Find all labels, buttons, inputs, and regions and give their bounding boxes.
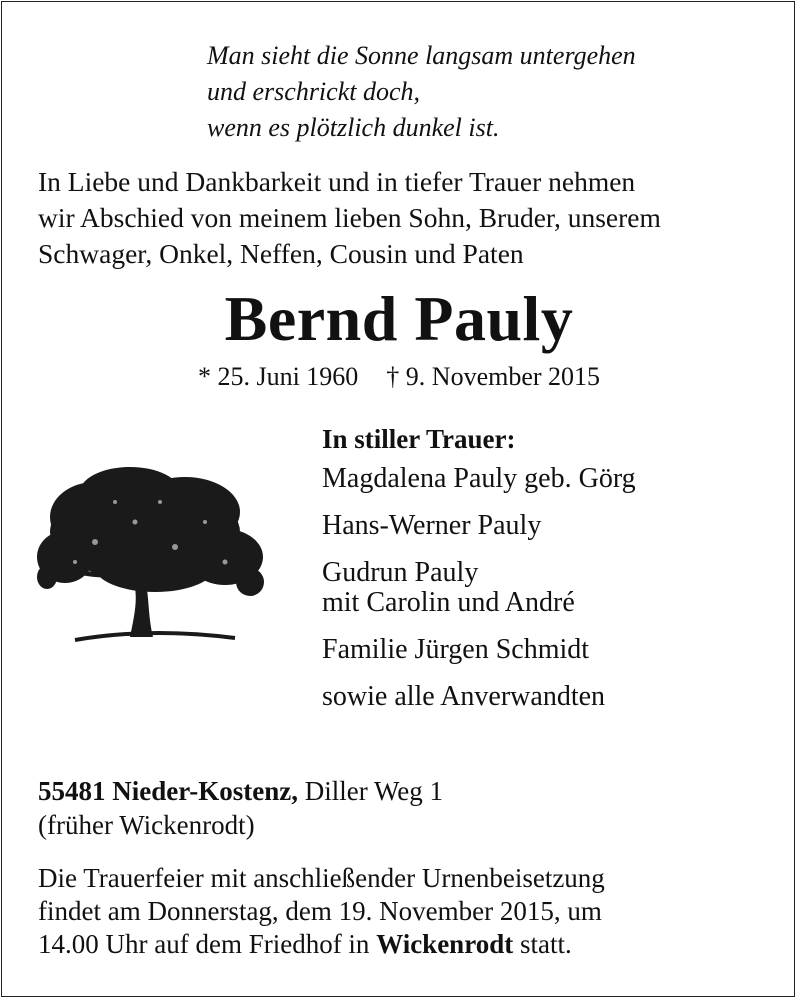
mourners-list	[322, 424, 636, 729]
mourner: Hans-Werner Pauly	[322, 510, 542, 541]
intro-line: wir Abschied von meinem lieben Sohn, Bruder, unserem	[38, 202, 661, 233]
ceremony-notice	[38, 862, 605, 961]
poem	[207, 38, 636, 146]
ceremony-line: Die Trauerfeier mit anschließender Urnenbeisetzung	[38, 863, 605, 893]
mourner: Gudrun Pauly	[322, 557, 479, 588]
death-date: † 9. November 2015	[386, 362, 601, 391]
mourner: Familie Jürgen Schmidt	[322, 634, 590, 665]
mourners-heading: In stiller Trauer:	[322, 424, 516, 454]
poem-line: Man sieht die Sonne langsam untergehen	[207, 41, 636, 70]
intro-text	[38, 164, 661, 272]
poem-line: wenn es plötzlich dunkel ist.	[207, 113, 500, 142]
deceased-name: Bernd Pauly	[224, 283, 574, 354]
life-dates	[0, 362, 798, 392]
address-former: (früher Wickenrodt)	[38, 810, 255, 840]
poem-line: und erschrickt doch,	[207, 77, 421, 106]
tree-illustration	[35, 462, 267, 652]
address-street: Diller Weg 1	[297, 776, 443, 806]
ceremony-place: Wickenrodt	[376, 929, 514, 959]
ceremony-line-end: statt.	[513, 929, 572, 959]
address-city: 55481 Nieder-Kostenz,	[38, 776, 298, 806]
intro-line: In Liebe und Dankbarkeit und in tiefer Trauer nehmen	[38, 166, 636, 197]
mourner: sowie alle Anverwandten	[322, 681, 606, 712]
ceremony-line: findet am Donnerstag, dem 19. November 2015, um	[38, 896, 602, 926]
birth-date: * 25. Juni 1960	[197, 362, 359, 391]
address	[38, 774, 443, 842]
mourner: Magdalena Pauly geb. Görg	[322, 463, 636, 494]
intro-line: Schwager, Onkel, Neffen, Cousin und Paten	[38, 238, 524, 269]
mourner: mit Carolin und André	[322, 587, 575, 618]
ceremony-line: 14.00 Uhr auf dem Friedhof in	[38, 929, 377, 959]
